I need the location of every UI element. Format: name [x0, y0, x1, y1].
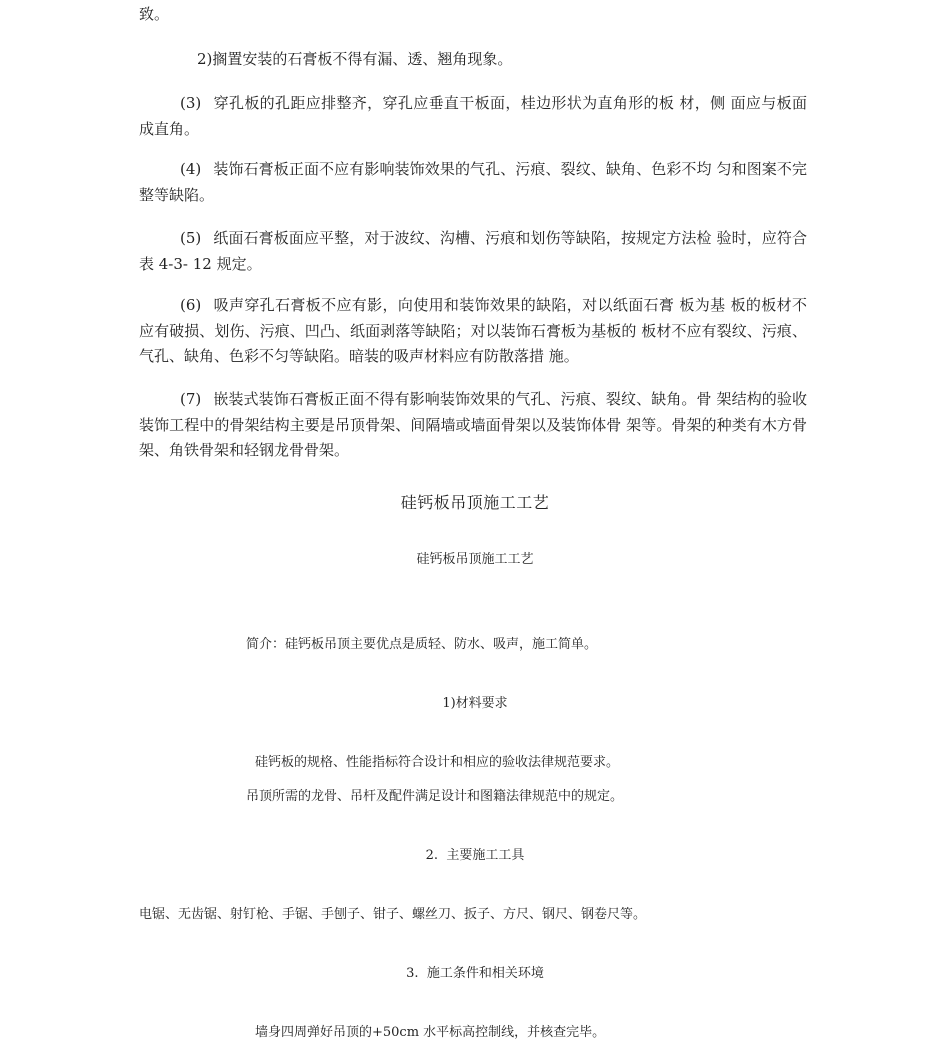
item-number: (4) — [180, 160, 202, 178]
paragraph-item-4 — [139, 157, 807, 208]
item-number: (7) — [180, 390, 202, 408]
paragraph-item-6 — [139, 293, 807, 370]
heading-materials: 1)材料要求 — [442, 696, 508, 711]
materials-line-2: 吊顶所需的龙骨、吊杆及配件满足设计和图籍法律规范中的规定。 — [246, 789, 624, 804]
item-text: 纸面石膏板面应平整，对于波纹、沟槽、污痕和划伤等缺陷，按规定方法检 验时，应符合表 4-3- 12 规定。 — [139, 229, 807, 273]
materials-line-1: 硅钙板的规格、性能指标符合设计和相应的验收法律规范要求。 — [255, 755, 620, 770]
section-subtitle: 硅钙板吊顶施工工艺 — [416, 552, 534, 567]
tools-line-1: 电锯、无齿锯、射钉枪、手锯、手刨子、钳子、螺丝刀、扳子、方尺、钢尺、钢卷尺等。 — [139, 907, 647, 922]
item-number: (3) — [180, 94, 202, 112]
paragraph-item-5 — [139, 226, 807, 277]
intro-text: 简介：硅钙板吊顶主要优点是质轻、防水、吸声，施工简单。 — [246, 637, 598, 652]
conditions-line-1: 墙身四周弹好吊顶的+50cm 水平标高控制线，并核查完毕。 — [255, 1025, 606, 1040]
item-number: (6) — [180, 296, 202, 314]
item-text: 装饰石膏板正面不应有影响装饰效果的气孔、污痕、裂纹、缺角、色彩不均 匀和图案不完整等缺陷。 — [139, 160, 807, 204]
heading-conditions: 3. 施工条件和相关环境 — [406, 966, 544, 981]
item-number: (5) — [180, 229, 202, 247]
paragraph-item-2: 2)搁置安装的石膏板不得有漏、透、翘角现象。 — [197, 50, 513, 68]
item-text: 穿孔板的孔距应排整齐，穿孔应垂直干板面，桂边形状为直角形的板 材，侧 面应与板面成直角。 — [139, 94, 807, 138]
section-title: 硅钙板吊顶施工工艺 — [400, 493, 550, 512]
item-text: 吸声穿孔石膏板不应有影，向使用和装饰效果的缺陷，对以纸面石膏 板为基 板的板材不应有破损、划伤、污痕、凹凸、纸面剥落等缺陷；对以装饰石膏板为基板的 板材不应有裂纹、污痕、气孔、缺角、色彩不匀等缺陷。暗装的吸声材料应有防散落措 施。 — [139, 296, 807, 365]
item-text: 嵌装式装饰石膏板正面不得有影响装饰效果的气孔、污痕、裂纹、缺角。骨 架结构的验收装饰工程中的骨架结构主要是吊顶骨架、间隔墙或墙面骨架以及装饰体骨 架等。骨架的种类有木方骨架、角铁骨架和轻钢龙骨骨架。 — [139, 390, 807, 459]
heading-tools: 2. 主要施工工具 — [425, 848, 525, 863]
paragraph-item-7 — [139, 387, 807, 464]
paragraph-item-3 — [139, 91, 807, 142]
paragraph-continuation: 致。 — [139, 5, 170, 23]
